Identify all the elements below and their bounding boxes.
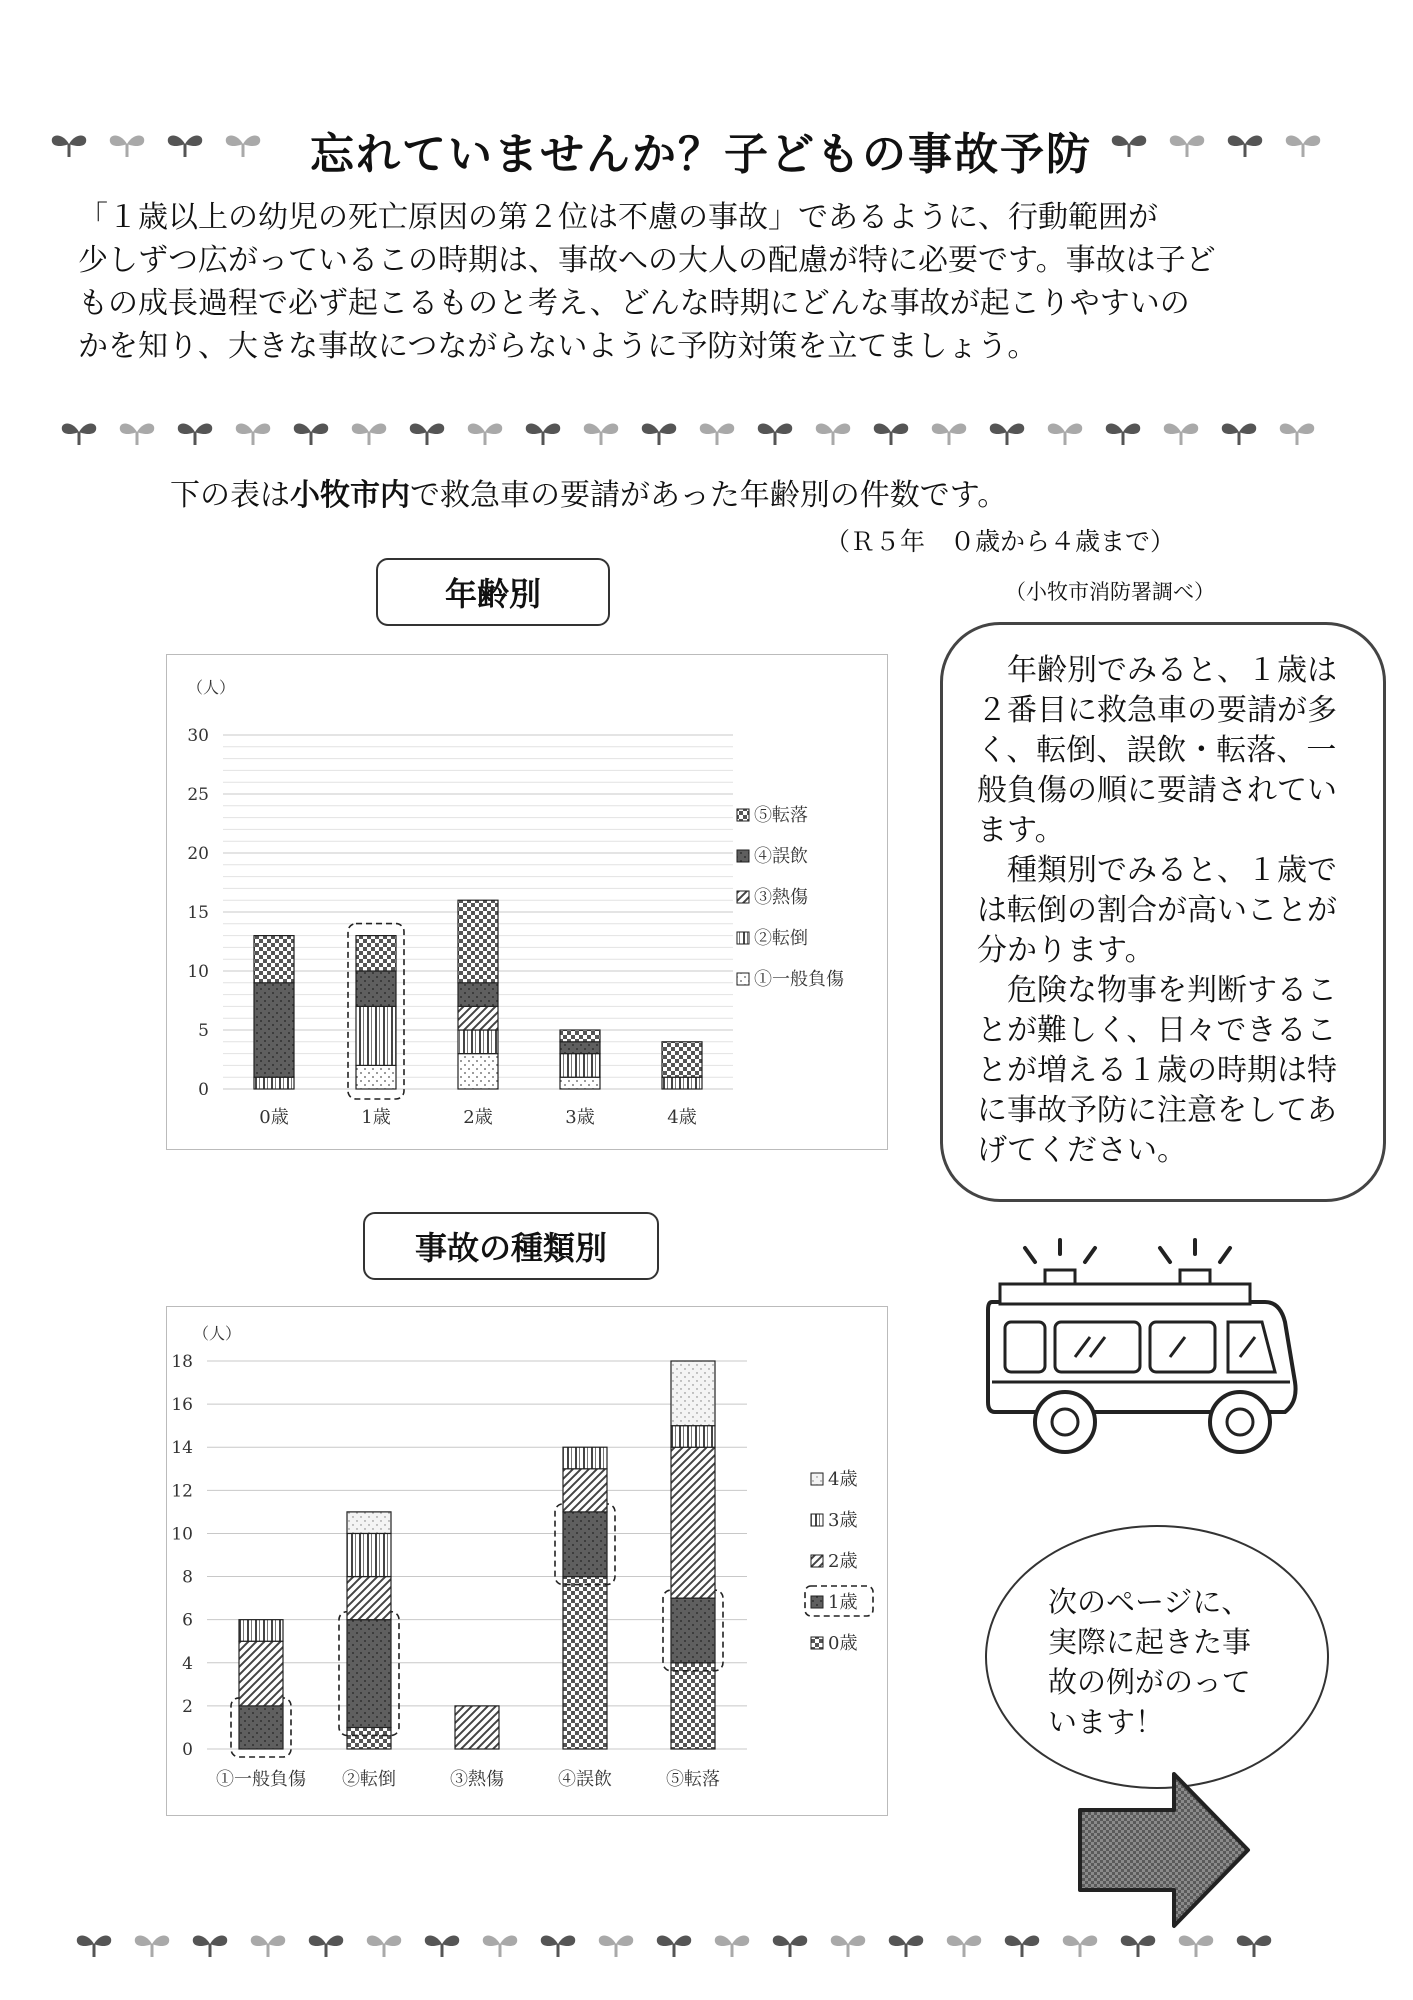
bar-segment	[563, 1447, 607, 1469]
sprout-icon	[887, 1930, 925, 1962]
bar-segment	[458, 1054, 498, 1089]
bubble-line: 故の例がのって	[1048, 1665, 1251, 1699]
legend-label: ②転倒	[754, 928, 808, 949]
page-title: 忘れていませんか？子どもの事故予防	[310, 129, 1092, 180]
bar-segment	[455, 1706, 499, 1749]
bar-segment	[671, 1361, 715, 1426]
bar-segment	[662, 1042, 702, 1077]
y-tick-label: 18	[171, 1352, 193, 1372]
y-tick-label: 5	[198, 1021, 209, 1041]
sprout-icon	[481, 1930, 519, 1962]
legend-label: 3歳	[828, 1510, 858, 1531]
y-tick-label: 4	[182, 1653, 193, 1674]
explanation-paragraph-type: 種類別でみると、１歳では転倒の割合が高いことが分かります。	[977, 853, 1337, 968]
sprout-icon	[872, 418, 910, 450]
bar-segment	[347, 1577, 391, 1620]
bar-segment	[347, 1620, 391, 1728]
legend-swatch	[811, 1596, 823, 1608]
sprout-icon	[60, 418, 98, 450]
legend-label: ①一般負傷	[754, 969, 844, 990]
legend-swatch	[811, 1473, 823, 1485]
x-category-label: 2歳	[463, 1107, 493, 1128]
sprout-icon	[350, 418, 388, 450]
sprout-icon	[1119, 1930, 1157, 1962]
bar-segment	[458, 1006, 498, 1030]
bar-segment	[671, 1663, 715, 1749]
bubble-line: 次のページに、	[1048, 1585, 1251, 1619]
x-category-label: 3歳	[565, 1107, 595, 1128]
sprout-icon	[988, 418, 1026, 450]
y-tick-label: 10	[171, 1524, 193, 1545]
age-chart-frame	[166, 654, 888, 1150]
y-tick-label: 8	[182, 1567, 193, 1588]
bar-segment	[458, 1030, 498, 1054]
bar-segment	[239, 1641, 283, 1706]
sprout-icon	[423, 1930, 461, 1962]
bar-segment	[563, 1469, 607, 1512]
bar-segment	[563, 1577, 607, 1749]
sprout-divider-bottom	[75, 1930, 1293, 1962]
legend-swatch	[811, 1555, 823, 1567]
legend-label: ③熱傷	[754, 887, 808, 908]
sprout-divider-top	[60, 418, 1336, 450]
bar-segment	[671, 1447, 715, 1598]
unit-label: （人）	[193, 1324, 242, 1343]
sprout-icon	[771, 1930, 809, 1962]
sprout-icon	[292, 418, 330, 450]
sprout-icon	[176, 418, 214, 450]
sprout-row-title-left	[50, 130, 282, 162]
sprout-icon	[829, 1930, 867, 1962]
intro-line: もの成長過程で必ず起こるものと考え、どんな時期にどんな事故が起こりやすいの	[78, 286, 1190, 321]
bar-segment	[458, 900, 498, 983]
lead-after: で救急車の要請があった年齢別の件数です。	[410, 478, 1008, 513]
legend-label: 4歳	[828, 1469, 858, 1490]
sprout-icon	[118, 418, 156, 450]
bar-segment	[347, 1512, 391, 1534]
bar-segment	[356, 971, 396, 1006]
x-category-label: ⑤転落	[666, 1769, 720, 1790]
sprout-icon	[408, 418, 446, 450]
legend-label: ④誤飲	[754, 846, 808, 867]
bar-segment	[254, 983, 294, 1077]
sprout-icon	[466, 418, 504, 450]
sprout-icon	[1168, 130, 1206, 162]
sprout-icon	[524, 418, 562, 450]
bar-segment	[347, 1727, 391, 1749]
x-category-label: ④誤飲	[558, 1769, 612, 1790]
legend-label: 0歳	[828, 1633, 858, 1654]
intro-paragraph	[78, 196, 1343, 368]
legend-label: 1歳	[828, 1592, 858, 1613]
explanation-paragraph-caution: 危険な物事を判断することが難しく、日々できることが増える１歳の時期は特に事故予防に注意をしてあげてください。	[977, 973, 1337, 1168]
sprout-icon	[640, 418, 678, 450]
sprout-icon	[930, 418, 968, 450]
y-tick-label: 30	[187, 726, 209, 746]
bar-segment	[671, 1426, 715, 1448]
source-note: （小牧市消防署調べ）	[1005, 580, 1215, 604]
sprout-icon	[539, 1930, 577, 1962]
sprout-icon	[655, 1930, 693, 1962]
age-section-label: 年齢別	[376, 558, 610, 626]
bar-segment	[560, 1030, 600, 1042]
sprout-icon	[365, 1930, 403, 1962]
bar-segment	[671, 1598, 715, 1663]
sprout-icon	[814, 418, 852, 450]
bubble-line: います！	[1048, 1705, 1165, 1739]
legend-label: ⑤転落	[754, 805, 808, 826]
sprout-icon	[1278, 418, 1316, 450]
sprout-icon	[166, 130, 204, 162]
y-tick-label: 10	[187, 962, 209, 982]
sprout-icon	[713, 1930, 751, 1962]
x-category-label: 0歳	[259, 1107, 289, 1128]
sprout-icon	[698, 418, 736, 450]
legend-swatch	[737, 932, 749, 944]
sprout-icon	[1284, 130, 1322, 162]
sprout-icon	[1220, 418, 1258, 450]
sprout-icon	[1162, 418, 1200, 450]
bar-segment	[560, 1042, 600, 1054]
legend-swatch	[737, 891, 749, 903]
legend-label: 2歳	[828, 1551, 858, 1572]
y-tick-label: 0	[182, 1740, 193, 1760]
lead-sentence	[170, 470, 1007, 514]
bar-segment	[560, 1054, 600, 1078]
intro-line: かを知り、大きな事故につながらないように予防対策を立てましょう。	[78, 329, 1038, 364]
bar-segment	[347, 1533, 391, 1576]
sprout-icon	[191, 1930, 229, 1962]
sprout-icon	[1061, 1930, 1099, 1962]
y-tick-label: 6	[182, 1610, 193, 1631]
sprout-icon	[1110, 130, 1148, 162]
sprout-icon	[1003, 1930, 1041, 1962]
next-page-text	[1048, 1582, 1251, 1742]
sprout-icon	[224, 130, 262, 162]
bar-segment	[239, 1706, 283, 1749]
period-note: （Ｒ５年 ０歳から４歳まで）	[825, 527, 1176, 556]
y-tick-label: 14	[171, 1438, 193, 1459]
legend-swatch	[737, 850, 749, 862]
sprout-icon	[597, 1930, 635, 1962]
bar-segment	[356, 936, 396, 971]
x-category-label: ③熱傷	[450, 1769, 504, 1790]
bar-segment	[356, 1006, 396, 1065]
sprout-icon	[1046, 418, 1084, 450]
sprout-icon	[1226, 130, 1264, 162]
legend-swatch	[737, 809, 749, 821]
x-category-label: ①一般負傷	[216, 1769, 306, 1790]
sprout-icon	[133, 1930, 171, 1962]
sprout-icon	[75, 1930, 113, 1962]
y-tick-label: 25	[187, 785, 209, 805]
sprout-icon	[307, 1930, 345, 1962]
bar-segment	[239, 1620, 283, 1642]
sprout-icon	[50, 130, 88, 162]
sprout-icon	[1177, 1930, 1215, 1962]
y-tick-label: 12	[171, 1481, 193, 1502]
sprout-icon	[1235, 1930, 1273, 1962]
sprout-icon	[1104, 418, 1142, 450]
sprout-icon	[756, 418, 794, 450]
bubble-line: 実際に起きた事	[1048, 1625, 1252, 1659]
type-section-label: 事故の種類別	[363, 1212, 659, 1280]
sprout-icon	[249, 1930, 287, 1962]
sprout-icon	[108, 130, 146, 162]
bar-segment	[458, 983, 498, 1007]
y-tick-label: 0	[198, 1080, 209, 1100]
right-arrow-icon	[1076, 1770, 1256, 1930]
bar-segment	[356, 1065, 396, 1089]
ambulance-icon	[980, 1232, 1315, 1472]
explanation-paragraph-age: 年齢別でみると、１歳は２番目に救急車の要請が多く、転倒、誤飲・転落、一般負傷の順に要請されています。	[977, 653, 1337, 848]
bar-segment	[254, 936, 294, 983]
intro-line: 「１歳以上の幼児の死亡原因の第２位は不慮の事故」であるように、行動範囲が	[78, 200, 1158, 235]
unit-label: （人）	[187, 678, 236, 697]
x-category-label: 1歳	[361, 1107, 391, 1128]
bar-segment	[560, 1077, 600, 1089]
intro-line: 少しずつ広がっているこの時期は、事故への大人の配慮が特に必要です。事故は子ど	[78, 243, 1216, 278]
sprout-icon	[234, 418, 272, 450]
type-chart	[167, 1307, 887, 1815]
sprout-icon	[582, 418, 620, 450]
explanation-box	[940, 622, 1386, 1202]
y-tick-label: 16	[171, 1395, 193, 1416]
legend-swatch	[811, 1514, 823, 1526]
type-chart-frame	[166, 1306, 888, 1816]
x-category-label: 4歳	[667, 1107, 697, 1128]
y-tick-label: 20	[187, 844, 209, 864]
x-category-label: ②転倒	[342, 1769, 396, 1790]
legend-swatch	[811, 1637, 823, 1649]
lead-bold-place: 小牧市内	[290, 478, 410, 513]
age-chart	[167, 655, 887, 1149]
y-tick-label: 2	[182, 1696, 193, 1717]
lead-before: 下の表は	[170, 478, 290, 513]
sprout-row-title-right	[1110, 130, 1342, 162]
legend-swatch	[737, 973, 749, 985]
y-tick-label: 15	[187, 903, 209, 923]
bar-segment	[563, 1512, 607, 1577]
bar-segment	[662, 1077, 702, 1089]
sprout-icon	[945, 1930, 983, 1962]
bar-segment	[254, 1077, 294, 1089]
